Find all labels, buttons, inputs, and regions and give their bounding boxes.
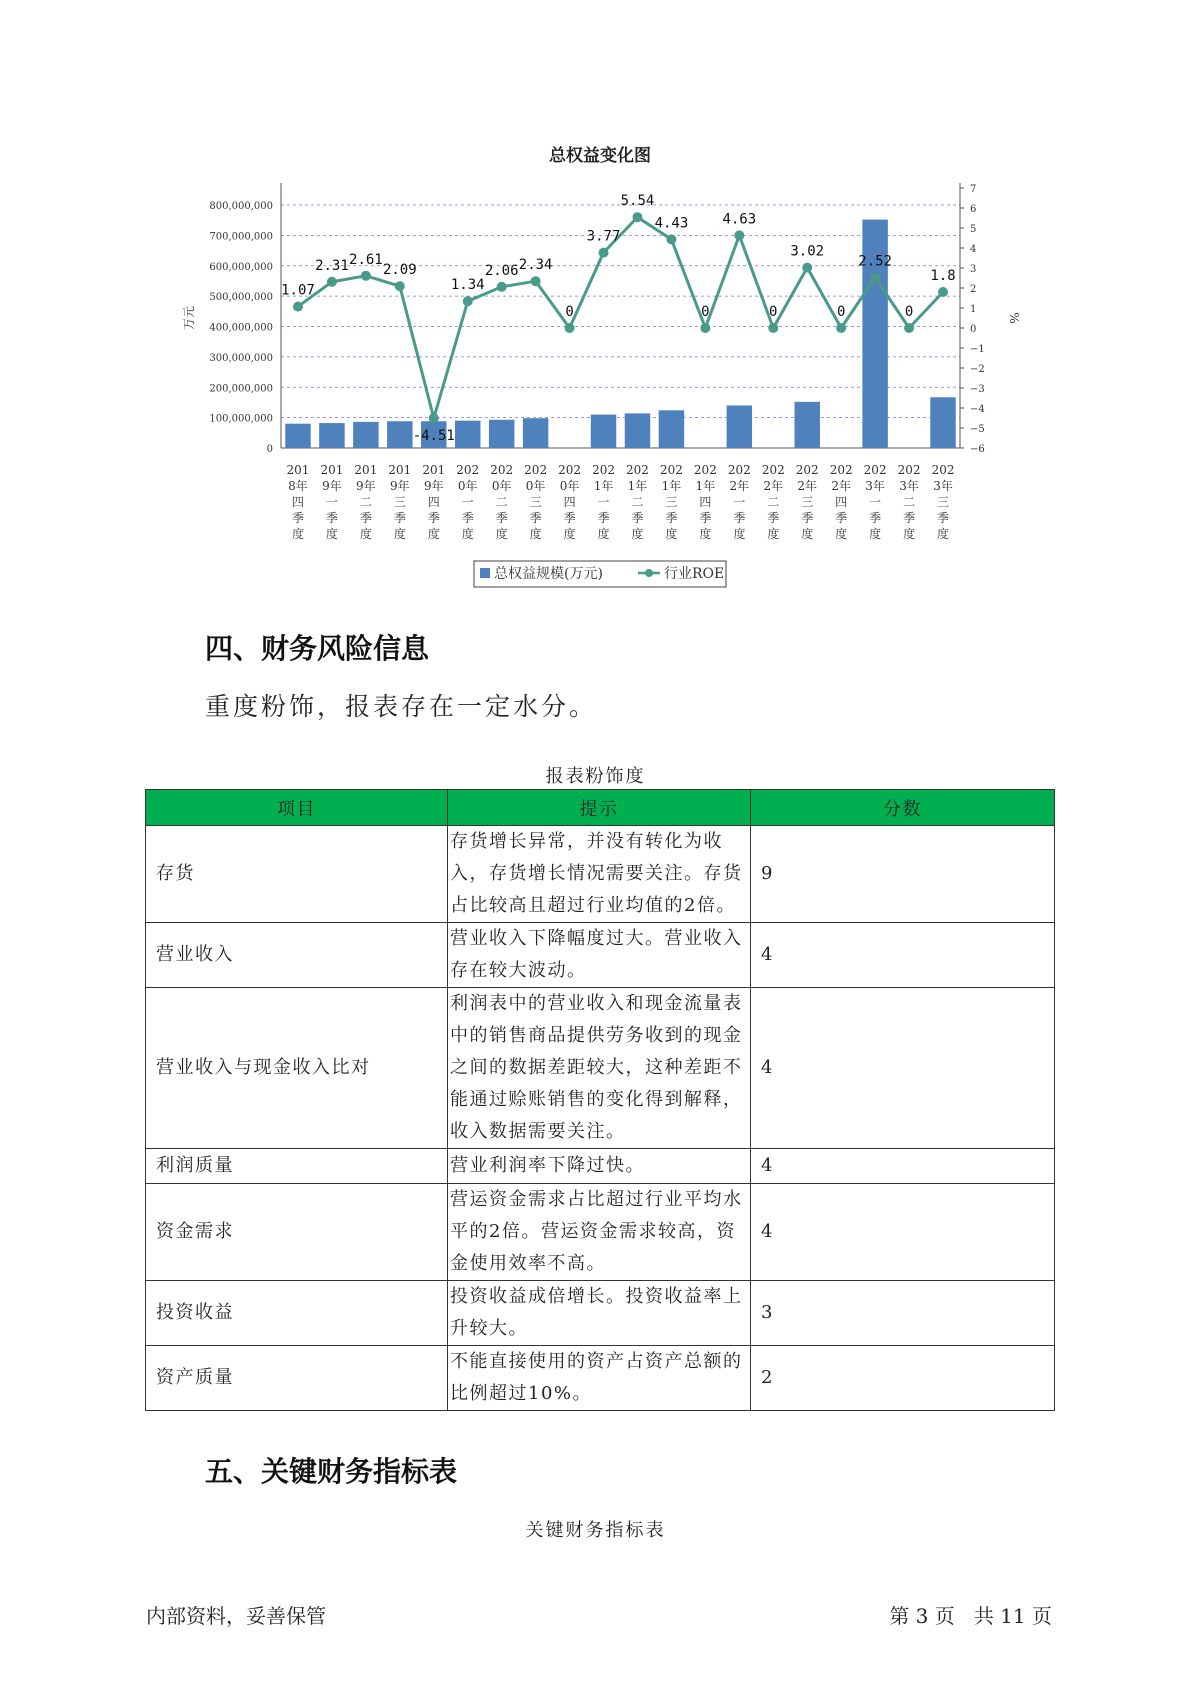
section-4-heading: 四、财务风险信息: [205, 632, 430, 665]
x-tick-label: 季: [495, 511, 508, 525]
x-tick-label: 三: [529, 495, 542, 509]
x-tick-label: 3年: [899, 479, 919, 493]
x-tick-label: 2年: [729, 479, 750, 493]
x-tick-label: 202: [524, 463, 548, 477]
roe-point: [700, 323, 710, 333]
risk-summary-text: 重度粉饰，报表存在一定水分。: [205, 692, 598, 721]
roe-data-label: 4.43: [654, 215, 689, 232]
footer-confidential: 内部资料，妥善保管: [146, 1604, 326, 1628]
key-indicators-caption: 关键财务指标表: [525, 1520, 666, 1541]
x-tick-label: 度: [733, 527, 746, 541]
x-tick-label: 0年: [491, 479, 512, 493]
x-tick-label: 度: [495, 527, 508, 541]
equity-bar: [625, 413, 650, 448]
equity-bar: [591, 415, 616, 448]
x-tick-label: 202: [659, 463, 683, 477]
x-tick-label: 季: [427, 511, 440, 525]
roe-point: [293, 302, 303, 312]
x-tick-label: 二: [495, 495, 508, 509]
roe-data-label: 0: [904, 304, 914, 320]
roe-point: [429, 413, 439, 423]
right-tick-label: 5: [970, 224, 977, 235]
x-tick-label: 度: [461, 527, 474, 541]
table-row: [146, 1184, 1055, 1281]
x-tick-label: 一: [733, 495, 746, 509]
x-tick-label: 度: [937, 527, 950, 541]
right-tick-label: 7: [970, 184, 977, 195]
left-tick-label: 700,000,000: [209, 231, 273, 243]
row-score: 9: [751, 826, 1055, 923]
risk-table: [145, 789, 1055, 1411]
x-tick-label: 四: [563, 495, 576, 509]
roe-point: [361, 271, 371, 281]
x-tick-label: 202: [795, 463, 819, 477]
row-item: 营业收入与现金收入比对: [146, 988, 448, 1149]
roe-point: [870, 273, 880, 283]
equity-bar: [794, 402, 819, 448]
x-tick-label: 8年: [288, 479, 308, 493]
x-tick-label: 3年: [865, 479, 885, 493]
right-tick-label: −5: [970, 424, 985, 435]
x-tick-label: 三: [937, 495, 950, 509]
row-score: 4: [751, 1184, 1055, 1281]
roe-data-label: 0: [701, 304, 710, 320]
x-tick-label: 季: [937, 511, 950, 525]
roe-data-label: 2.34: [518, 257, 553, 274]
row-tip: 营业收入下降幅度过大。营业收入存在较大波动。: [448, 923, 751, 988]
roe-point: [463, 296, 473, 306]
x-tick-label: 9年: [356, 479, 376, 493]
x-tick-label: 度: [325, 527, 338, 541]
roe-data-label: 0: [769, 304, 778, 320]
x-tick-label: 季: [563, 511, 576, 525]
equity-bar: [387, 421, 412, 448]
x-tick-label: 季: [869, 511, 882, 525]
table-row: [146, 1149, 1055, 1184]
roe-point: [327, 277, 337, 287]
roe-point: [802, 263, 812, 273]
roe-data-label: 5.54: [620, 193, 655, 210]
right-axis-label: %: [1007, 312, 1021, 324]
right-tick-label: −1: [970, 344, 985, 355]
roe-data-label: 0: [565, 304, 574, 320]
x-tick-label: 1年: [627, 479, 648, 493]
left-axis-label: 万元: [182, 305, 196, 331]
header-item: 项目: [146, 790, 448, 826]
left-tick-label: 300,000,000: [209, 352, 273, 364]
roe-data-label: 1.8: [930, 268, 956, 284]
risk-table-header-row: [146, 790, 1055, 826]
roe-data-label: 3.02: [790, 243, 825, 260]
x-tick-label: 2年: [763, 479, 784, 493]
x-tick-label: 四: [291, 495, 304, 509]
x-tick-label: 三: [393, 495, 406, 509]
roe-point: [938, 287, 948, 297]
row-tip: 利润表中的营业收入和现金流量表中的销售商品提供劳务收到的现金之间的数据差距较大，这种差距不能通过赊账销售的变化得到解释，收入数据需要关注。: [448, 988, 751, 1149]
right-tick-label: −2: [970, 364, 985, 375]
roe-point: [599, 248, 609, 258]
roe-data-label: 2.06: [484, 262, 519, 279]
table-row: [146, 988, 1055, 1149]
x-tick-label: 202: [693, 463, 717, 477]
x-tick-label: 季: [291, 511, 304, 525]
row-tip: 存货增长异常，并没有转化为收入，存货增长情况需要关注。存货占比较高且超过行业均值的2倍。: [448, 826, 751, 923]
x-tick-label: 季: [461, 511, 474, 525]
roe-data-label: 1.07: [281, 282, 315, 299]
x-tick-label: 季: [631, 511, 644, 525]
x-tick-label: 一: [869, 495, 882, 509]
header-tip: 提示: [448, 790, 751, 826]
roe-point: [565, 323, 575, 333]
right-tick-label: 6: [970, 204, 977, 215]
x-tick-label: 202: [626, 463, 649, 477]
x-tick-label: 度: [393, 527, 406, 541]
x-tick-label: 季: [393, 511, 406, 525]
roe-data-label: 4.63: [722, 211, 757, 228]
x-tick-label: 度: [665, 527, 678, 541]
x-tick-label: 2年: [797, 479, 818, 493]
table-row: [146, 1346, 1055, 1411]
x-tick-label: 二: [767, 495, 780, 509]
x-tick-label: 四: [835, 495, 848, 509]
x-tick-label: 季: [835, 511, 848, 525]
x-tick-label: 季: [733, 511, 746, 525]
x-tick-label: 度: [631, 527, 644, 541]
row-score: 4: [751, 988, 1055, 1149]
x-tick-label: 201: [354, 463, 378, 477]
x-tick-label: 0年: [525, 479, 546, 493]
row-item: 营业收入: [146, 923, 448, 988]
roe-data-label: 2.31: [315, 257, 349, 274]
x-tick-label: 一: [461, 495, 474, 509]
legend-bar-label: 总权益规模(万元): [494, 566, 603, 582]
x-tick-label: 季: [801, 511, 814, 525]
roe-data-label: 1.34: [450, 277, 485, 294]
equity-bar: [523, 418, 548, 448]
x-tick-label: 三: [801, 495, 814, 509]
x-tick-label: 度: [903, 527, 916, 541]
row-item: 利润质量: [146, 1149, 448, 1184]
x-tick-label: 202: [727, 463, 751, 477]
x-tick-label: 度: [801, 527, 814, 541]
equity-bar: [353, 422, 378, 448]
x-tick-label: 0年: [559, 479, 580, 493]
x-tick-label: 度: [563, 527, 576, 541]
roe-point: [904, 323, 914, 333]
roe-point: [497, 282, 507, 292]
equity-bar: [455, 421, 480, 448]
x-tick-label: 度: [869, 527, 882, 541]
left-tick-label: 800,000,000: [209, 201, 273, 212]
x-tick-label: 0年: [457, 479, 478, 493]
right-tick-label: 4: [970, 244, 977, 255]
legend-line-swatch: [645, 569, 653, 577]
roe-point: [632, 212, 642, 222]
x-tick-label: 三: [665, 495, 678, 509]
roe-data-label: 3.77: [586, 228, 621, 245]
row-item: 资产质量: [146, 1346, 448, 1411]
roe-data-label: -4.51: [412, 428, 455, 445]
right-tick-label: 1: [970, 304, 977, 315]
row-score: 3: [751, 1281, 1055, 1346]
x-tick-label: 度: [427, 527, 440, 541]
right-tick-label: −4: [970, 404, 985, 415]
x-tick-label: 2年: [831, 479, 851, 493]
right-tick-label: 3: [970, 264, 977, 275]
x-tick-label: 202: [863, 463, 887, 477]
equity-chart: [0, 0, 1191, 600]
section-5-heading: 五、关键财务指标表: [205, 1455, 458, 1488]
equity-bar: [285, 424, 310, 448]
table-row: [146, 1281, 1055, 1346]
equity-bar: [489, 420, 514, 448]
roe-data-label: 2.61: [349, 251, 383, 268]
x-tick-label: 度: [835, 527, 848, 541]
roe-point: [666, 234, 676, 244]
right-tick-label: 0: [970, 324, 977, 335]
row-item: 资金需求: [146, 1184, 448, 1281]
x-tick-label: 202: [761, 463, 785, 477]
x-tick-label: 202: [558, 463, 582, 477]
x-tick-label: 1年: [695, 479, 716, 493]
x-tick-label: 季: [529, 511, 542, 525]
x-tick-label: 202: [897, 463, 921, 477]
equity-bar: [930, 397, 955, 448]
left-tick-label: 0: [266, 444, 273, 455]
legend-bar-swatch: [480, 568, 490, 578]
roe-point: [531, 276, 541, 286]
x-tick-label: 季: [903, 511, 916, 525]
x-tick-label: 度: [699, 527, 712, 541]
x-tick-label: 一: [597, 495, 610, 509]
roe-data-label: 2.09: [382, 262, 417, 279]
roe-point: [768, 323, 778, 333]
x-tick-label: 季: [767, 511, 780, 525]
x-tick-label: 二: [631, 495, 644, 509]
x-tick-label: 9年: [322, 479, 342, 493]
x-tick-label: 201: [388, 463, 412, 477]
x-tick-label: 202: [592, 463, 615, 477]
left-tick-label: 200,000,000: [209, 383, 273, 395]
x-tick-label: 1年: [593, 479, 614, 493]
x-tick-label: 季: [699, 511, 712, 525]
row-tip: 投资收益成倍增长。投资收益率上升较大。: [448, 1281, 751, 1346]
x-tick-label: 四: [427, 495, 440, 509]
equity-bar: [727, 405, 752, 448]
roe-data-label: 2.52: [858, 253, 892, 270]
x-tick-label: 201: [320, 463, 344, 477]
x-tick-label: 季: [359, 511, 372, 525]
x-tick-label: 9年: [423, 479, 444, 493]
x-tick-label: 201: [422, 463, 446, 477]
roe-point: [836, 323, 846, 333]
left-tick-label: 400,000,000: [209, 322, 273, 334]
roe-data-label: 0: [836, 304, 846, 320]
x-tick-label: 202: [829, 463, 853, 477]
x-tick-label: 二: [359, 495, 372, 509]
left-tick-label: 600,000,000: [209, 261, 273, 273]
x-tick-label: 度: [597, 527, 610, 541]
equity-bar: [319, 423, 344, 448]
x-tick-label: 202: [931, 463, 955, 477]
row-item: 投资收益: [146, 1281, 448, 1346]
x-tick-label: 二: [903, 495, 916, 509]
header-score: 分数: [751, 790, 1055, 826]
right-tick-label: −6: [970, 444, 985, 455]
x-tick-label: 202: [490, 463, 514, 477]
equity-bar: [659, 410, 684, 448]
roe-point: [734, 230, 744, 240]
chart-title: 总权益变化图: [549, 146, 651, 166]
row-tip: 营运资金需求占比超过行业平均水平的2倍。营运资金需求较高，资金使用效率不高。: [448, 1184, 751, 1281]
row-tip: 营业利润率下降过快。: [448, 1149, 751, 1184]
roe-series-line: [298, 217, 943, 418]
x-tick-label: 四: [699, 495, 712, 509]
left-tick-label: 100,000,000: [209, 413, 273, 425]
right-tick-label: −3: [970, 384, 985, 395]
x-tick-label: 201: [286, 463, 310, 477]
legend-line-label: 行业ROE: [664, 566, 725, 582]
roe-point: [395, 281, 405, 291]
chart-legend: [474, 561, 726, 587]
row-score: 2: [751, 1346, 1055, 1411]
risk-table-caption: 报表粉饰度: [545, 766, 646, 787]
x-tick-label: 一: [325, 495, 338, 509]
row-item: 存货: [146, 826, 448, 923]
table-row: [146, 826, 1055, 923]
x-tick-label: 1年: [661, 479, 682, 493]
x-tick-label: 度: [359, 527, 372, 541]
x-tick-label: 度: [291, 527, 304, 541]
x-tick-label: 202: [456, 463, 480, 477]
footer-page-number: 第 3 页 共 11 页: [889, 1604, 1052, 1628]
right-tick-label: 2: [970, 284, 977, 295]
x-tick-label: 度: [767, 527, 780, 541]
left-tick-label: 500,000,000: [209, 292, 273, 304]
table-row: [146, 923, 1055, 988]
x-tick-label: 季: [597, 511, 610, 525]
row-tip: 不能直接使用的资产占资产总额的比例超过10%。: [448, 1346, 751, 1411]
row-score: 4: [751, 1149, 1055, 1184]
x-tick-label: 季: [665, 511, 678, 525]
x-tick-label: 季: [325, 511, 338, 525]
row-score: 4: [751, 923, 1055, 988]
x-tick-label: 度: [529, 527, 542, 541]
x-tick-label: 9年: [390, 479, 410, 493]
x-tick-label: 3年: [933, 479, 953, 493]
